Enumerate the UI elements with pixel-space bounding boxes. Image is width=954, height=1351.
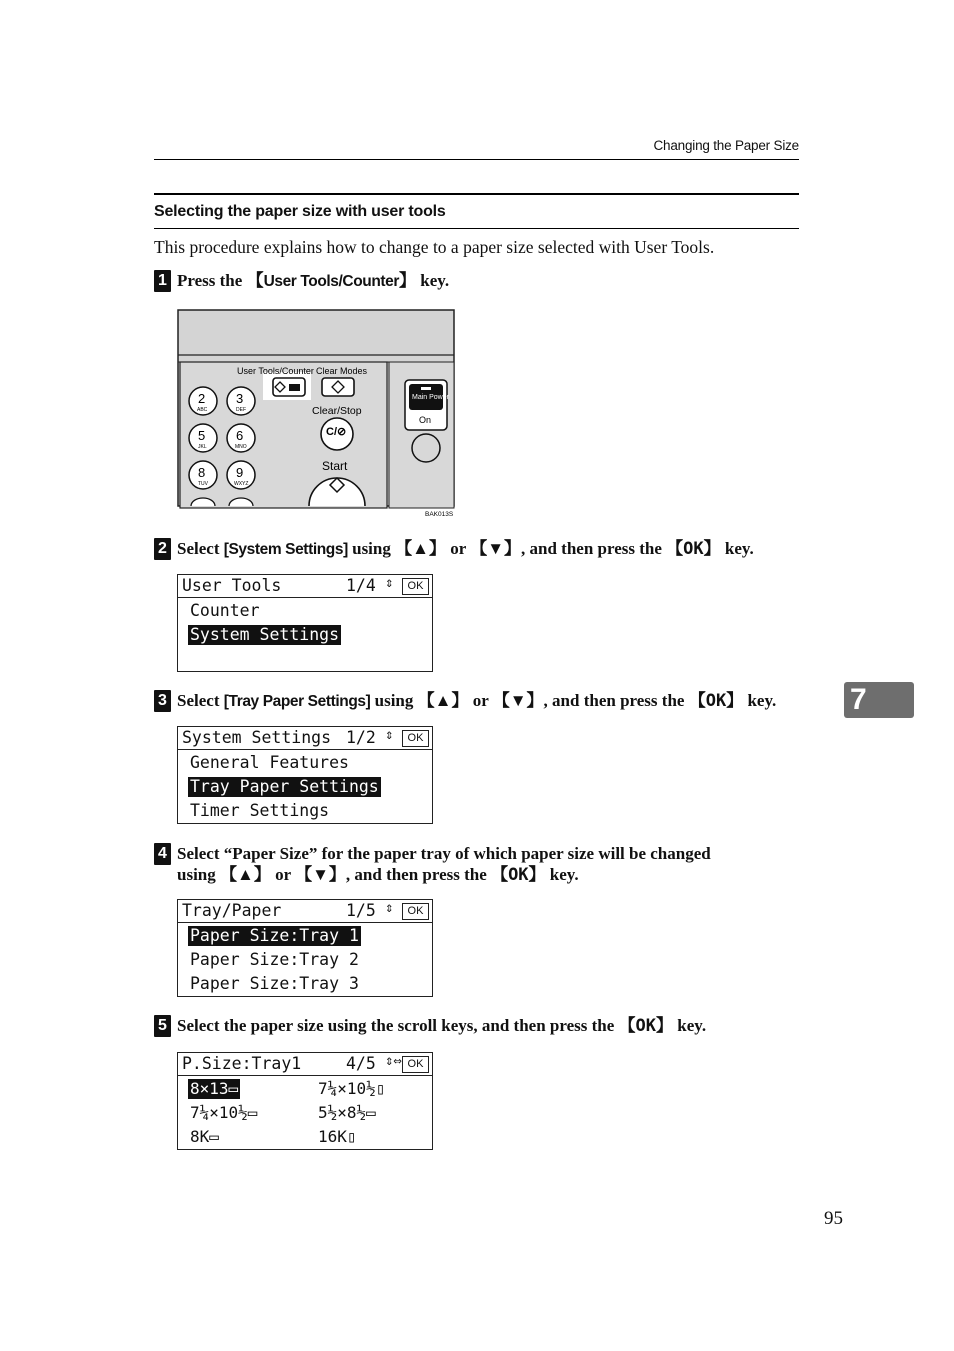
scroll-arrows-icon: ⇕	[385, 575, 394, 591]
lcd-user-tools	[177, 574, 433, 672]
svg-text:3: 3	[236, 391, 244, 406]
power-indicator	[412, 434, 440, 462]
paper-size-option: 7¼×10½▯	[318, 1079, 386, 1098]
lcd-row-selected: Tray Paper Settings	[190, 777, 379, 796]
header-rule	[154, 159, 799, 160]
scroll-arrows-icon: ⇕	[385, 727, 394, 743]
svg-text:9: 9	[236, 465, 244, 480]
ok-icon: OK	[402, 903, 429, 920]
page-number: 95	[824, 1208, 843, 1229]
paper-size-option-selected: 8×13▭	[190, 1079, 239, 1098]
chapter-number: 7	[850, 683, 867, 716]
lcd-row-selected: System Settings	[190, 625, 340, 644]
intro-paragraph: This procedure explains how to change to a paper size selected with User Tools.	[154, 237, 715, 257]
svg-text:On: On	[419, 415, 432, 425]
lcd-row-selected: Paper Size:Tray 1	[190, 926, 359, 945]
chapter-tab	[844, 682, 914, 718]
main-power-switch	[405, 380, 450, 430]
svg-text:Main Power: Main Power	[412, 394, 449, 401]
lcd-title: P.Size:Tray1	[182, 1054, 302, 1073]
paper-size-option: 7¼×10½▭	[190, 1103, 258, 1122]
clear-stop-symbol: C/⊘	[326, 426, 347, 438]
step-number: 1	[154, 270, 171, 292]
step-text: Select [System Settings] using 【▲】 or 【▼】, and then press the 【OK】 key.	[177, 539, 754, 559]
svg-text:5: 5	[198, 428, 206, 443]
svg-text:2: 2	[198, 391, 206, 406]
control-panel-illustration	[177, 309, 457, 521]
svg-text:8: 8	[198, 465, 206, 480]
step-number: 4	[154, 843, 171, 865]
user-tools-label: User Tools/Counter	[237, 366, 314, 376]
svg-text:DEF: DEF	[236, 407, 246, 413]
lcd-row: Counter	[190, 601, 260, 620]
lcd-title: System Settings	[182, 728, 332, 747]
step-text: Select [Tray Paper Settings] using 【▲】 or 【▼】, and then press the 【OK】 key.	[177, 691, 777, 711]
user-tools-key	[273, 378, 305, 396]
lcd-row: Timer Settings	[190, 801, 330, 820]
svg-text:MNO: MNO	[235, 444, 247, 450]
scroll-arrows-icon: ⇕⇔	[385, 1053, 402, 1069]
illustration-code: BAK013S	[425, 511, 454, 518]
ok-icon: OK	[402, 730, 429, 747]
ok-icon: OK	[402, 578, 429, 595]
clear-modes-label: Clear Modes	[316, 366, 368, 376]
lcd-row: Paper Size:Tray 3	[190, 974, 359, 993]
lcd-row: Paper Size:Tray 2	[190, 950, 359, 969]
paper-size-option: 8K▭	[190, 1127, 219, 1146]
step-number: 2	[154, 538, 171, 560]
ok-icon: OK	[402, 1056, 429, 1073]
scroll-arrows-icon: ⇕	[385, 900, 394, 916]
step-text: Press the 【User Tools/Counter】 key.	[177, 271, 450, 290]
lcd-page: 1/2	[346, 728, 376, 747]
paper-size-option: 5½×8½▭	[318, 1103, 376, 1122]
lcd-tray-paper	[177, 899, 433, 997]
lcd-page: 4/5	[346, 1054, 376, 1073]
lcd-title: User Tools	[182, 576, 282, 595]
lcd-title: Tray/Paper	[182, 901, 282, 920]
start-label: Start	[322, 459, 348, 473]
step-number: 5	[154, 1015, 171, 1037]
paper-size-option: 16K▯	[318, 1127, 357, 1146]
lcd-page: 1/5	[346, 901, 376, 920]
lcd-paper-size	[177, 1052, 433, 1150]
svg-text:WXYZ: WXYZ	[234, 481, 249, 487]
running-header: Changing the Paper Size	[653, 138, 799, 153]
section-heading-box	[154, 193, 799, 229]
step-number: 3	[154, 690, 171, 712]
step-text: Select the paper size using the scroll keys, and then press the 【OK】 key.	[177, 1016, 707, 1036]
step-text: Select “Paper Size” for the paper tray of which paper size will be changed using 【▲】 or 【▼】, and then press the 【OK】 key.	[177, 844, 711, 885]
clear-stop-label: Clear/Stop	[312, 405, 362, 417]
clear-modes-key	[322, 378, 354, 396]
lcd-row: General Features	[190, 753, 349, 772]
svg-text:JKL: JKL	[198, 444, 207, 450]
lcd-page: 1/4	[346, 576, 376, 595]
svg-text:TUV: TUV	[198, 481, 208, 487]
lcd-system-settings	[177, 726, 433, 824]
svg-text:ABC: ABC	[197, 407, 208, 413]
section-title: Selecting the paper size with user tools	[154, 203, 446, 220]
svg-text:6: 6	[236, 428, 244, 443]
